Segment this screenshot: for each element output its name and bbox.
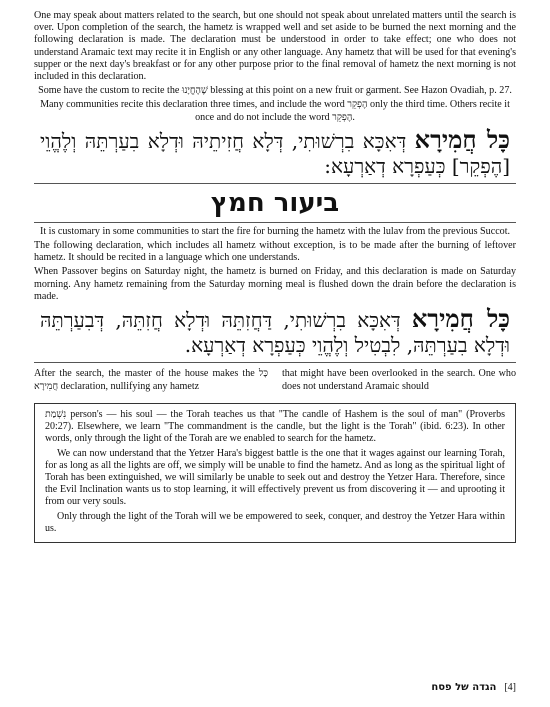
shehecheyanu-note-a: Some have the custom to recite the [38, 85, 180, 97]
kol-chamira-declaration-1 [40, 124, 511, 179]
commentary-left-hebrew: כָּל חֲמִירָא [34, 368, 268, 393]
search-instructions: One may speak about matters related to the search, but one should not speak about unrelated matters until the search is over. Upon completion of the search, the hametz is wrapped well and set aside to be burned the next morning and the following declaration is made. The declaration must be understood in order to take effect; one who does not understand Aramaic text may recite it in English or any other language. Any hametz that will be used for that evening's supper or the next day's breakfast or for any other purpose prior to the final removal of hametz the next morning is not included in this declaration. [34, 10, 516, 83]
commentary-left-column [34, 367, 268, 393]
kol-chamira-declaration-2 [40, 306, 510, 358]
burning-declaration-note: The following declaration, which includes all hametz without exception, is to be made after the burning of leftover hametz. It should be recited in a language which one understands. [34, 240, 516, 264]
insight-hebrew-word: נִשְׁמַת [45, 409, 67, 421]
section-title: ביעור חמץ [210, 187, 340, 218]
shehecheyanu-word: שֶׁהֶחֱיָנוּ [181, 85, 208, 97]
hefker-note-b: only the third time. Others recite it once and do not include the word [195, 99, 510, 123]
hefker-note-c: . [352, 111, 355, 123]
footer-page-number: [4] [504, 682, 516, 693]
declaration-2-opening: כָּל חֲמִירָא [411, 304, 511, 334]
hefker-word-2: הֶפְקֵר [332, 111, 353, 123]
hefker-note-a: Many communities recite this declaration three times, and include the word [40, 99, 345, 111]
insight-paragraph-3: Only through the light of the Torah will we be empowered to seek, conquer, and destroy the Yetzer Hara within us. [45, 510, 505, 534]
commentary-divider [34, 362, 516, 363]
saturday-note: When Passover begins on Saturday night, the hametz is burned on Friday, and this declaration is made on Saturday morning. Any hametz remaining from the Saturday morning meal is flushed down the drain before the declaration is made. [34, 266, 516, 302]
declaration-1-opening: כָּל חֲמִירָא [414, 124, 511, 154]
declaration-2-text: דְּאִכָּא בִרְשׁוּתִי, דַּחֲזִתֵּהּ וּדְלָא חֲזִתֵּהּ, דְּבִעַרְתֵּהּ וּדְלָא בִעַרְתֵּהּ, לִבְטִיל וְלֶהֱוֵי כְּעַפְרָא דְאַרְעָא. [40, 308, 510, 358]
commentary-left-a: After the search, the master of the house makes the [34, 368, 255, 380]
insight-box [34, 403, 516, 543]
hefker-note [34, 99, 516, 123]
shehecheyanu-note [34, 85, 516, 97]
hefker-word-1: הֶפְקֵר [347, 99, 368, 111]
lulav-note: It is customary in some communities to start the fire for burning the hametz with the lulav from the previous Succot. [39, 225, 511, 237]
commentary-columns [34, 367, 516, 393]
section-divider-bottom [34, 222, 516, 223]
declaration-1-text: דְּאִכָּא בִרְשׁוּתִי, דְּלָא חֲזִיתֵיהּ וּדְלָא בִעַרְתֵּהּ וְלֶהֱוֵי [הֶפְקֵר] כְּעַפְרָא דְאַרְעָא: [40, 128, 510, 178]
page-footer [34, 682, 516, 693]
insight-paragraph-2: We can now understand that the Yetzer Hara's biggest battle is the one that it wages against our learning Torah, for as long as all the lights are off, we simply will be unable to find the hametz. And as long as the spiritual light of Torah has been extinguished, we will similarly be unable to seek out and destroy the Yetzer Hara. Therefore, since the Evil Inclination wants us to stop learning, it will effectively prevent us from discovering it — and uprooting it from our very souls. [45, 447, 505, 508]
footer-title: הגדה של פסח [431, 682, 497, 693]
commentary-right-column: that might have been overlooked in the search. One who does not understand Aramaic should [282, 368, 516, 393]
commentary-left-b: declaration, nullifying any hametz [60, 381, 200, 393]
shehecheyanu-note-b: blessing at this point on a new fruit or garment. See Hazon Ovadiah, p. 27. [210, 85, 512, 97]
insight-paragraph-1 [45, 409, 505, 446]
insight-paragraph-1-text: person's — his soul — the Torah teaches us that "The candle of Hashem is the soul of man" (Proverbs 20:27). Elsewhere, we learn "The commandment is the candle, but the light is the Torah" (ibid. 6:23). In other words, only through the light of the Torah are we enabled to search for the hametz. [45, 409, 506, 445]
